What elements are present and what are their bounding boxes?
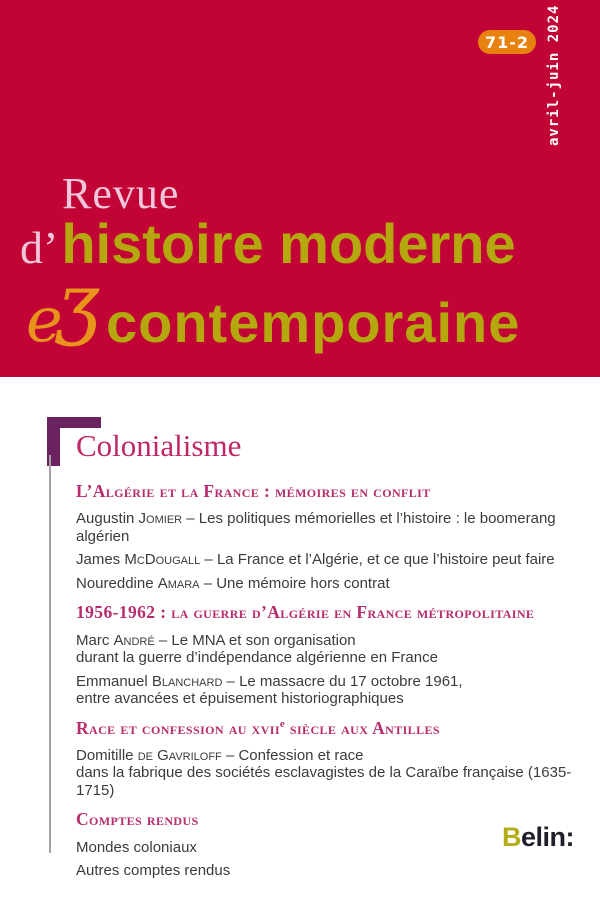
text-part: – La France et l’Algérie, et ce que l’histoire peut faire xyxy=(200,551,555,569)
text-part: Jomier xyxy=(138,510,183,528)
masthead-d-apostrophe: d’ xyxy=(20,222,59,273)
text-part: Amara xyxy=(157,574,200,592)
text-part: Mondes coloniaux xyxy=(76,838,197,856)
text-part: – Le massacre du 17 octobre 1961, xyxy=(222,672,463,690)
text-part: Augustin xyxy=(76,510,139,528)
text-part: dans la fabrique des sociétés esclavagistes de la Caraïbe française (1635-1715) xyxy=(76,764,572,799)
article-item xyxy=(76,510,584,545)
masthead-contemporaine: contemporaine xyxy=(106,291,521,354)
text-part: siècle aux Antilles xyxy=(285,717,440,738)
toc-section xyxy=(76,482,584,592)
text-part: 1956-1962 : la guerre d’Algérie en France métropolitaine xyxy=(76,602,535,623)
text-part: – Confession et race xyxy=(221,746,364,764)
text-part: L’Algérie et la France : mémoires en conflit xyxy=(76,481,431,501)
masthead-panel xyxy=(0,0,600,377)
publisher-logo xyxy=(502,824,574,851)
text-part: Noureddine xyxy=(76,574,158,592)
article-item xyxy=(76,632,584,667)
text-part: Marc xyxy=(76,631,114,649)
masthead-histoire-moderne: histoire moderne xyxy=(61,212,516,275)
et-ligature-icon xyxy=(26,258,100,356)
text-part: Blanchard xyxy=(151,672,223,690)
text-part: entre avancées et épuisement historiographiques xyxy=(76,690,404,707)
toc-section xyxy=(76,603,584,707)
text-part: André xyxy=(113,631,155,649)
toc-title: Colonialisme xyxy=(76,428,242,463)
et-ligature-ezh-glyph: ʒ xyxy=(55,258,100,348)
issue-number: 71-2 xyxy=(484,32,530,52)
text-part: Race et confession au xvii xyxy=(76,717,280,738)
article-item xyxy=(76,575,584,593)
issue-number-badge xyxy=(478,30,536,54)
section-heading xyxy=(76,719,584,738)
text-part: Comptes rendus xyxy=(76,809,199,830)
toc-section xyxy=(76,719,584,800)
text-part: James xyxy=(76,551,125,569)
text-part: Autres comptes rendus xyxy=(76,862,231,879)
publisher-accent-letter: B xyxy=(502,822,521,852)
section-heading xyxy=(76,482,584,501)
masthead-revue: Revue xyxy=(62,169,180,218)
issue-date-vertical: avril-juin 2024 xyxy=(546,4,562,146)
text-part: e xyxy=(279,717,286,730)
section-heading xyxy=(76,603,584,622)
publisher-rest: elin: xyxy=(521,822,575,852)
text-part: – Une mémoire hors contrat xyxy=(199,574,390,592)
text-part: Emmanuel xyxy=(76,672,152,690)
text-part: Domitille xyxy=(76,746,138,764)
et-ligature-e-glyph: e xyxy=(26,283,63,356)
toc-sections xyxy=(76,482,584,880)
article-item xyxy=(76,673,584,708)
article-item xyxy=(76,862,584,880)
text-part: durant la guerre d’indépendance algérienne en France xyxy=(76,649,438,666)
article-item xyxy=(76,747,584,800)
text-part: McDougall xyxy=(124,551,201,569)
text-part: – Les politiques mémorielles et l’histoire : le boomerang algérien xyxy=(76,510,556,545)
left-rule xyxy=(49,455,51,853)
text-part: – Le MNA et son organisation xyxy=(154,631,356,649)
article-item xyxy=(76,551,584,569)
table-of-contents xyxy=(76,430,584,886)
text-part: de Gavriloff xyxy=(137,746,222,764)
